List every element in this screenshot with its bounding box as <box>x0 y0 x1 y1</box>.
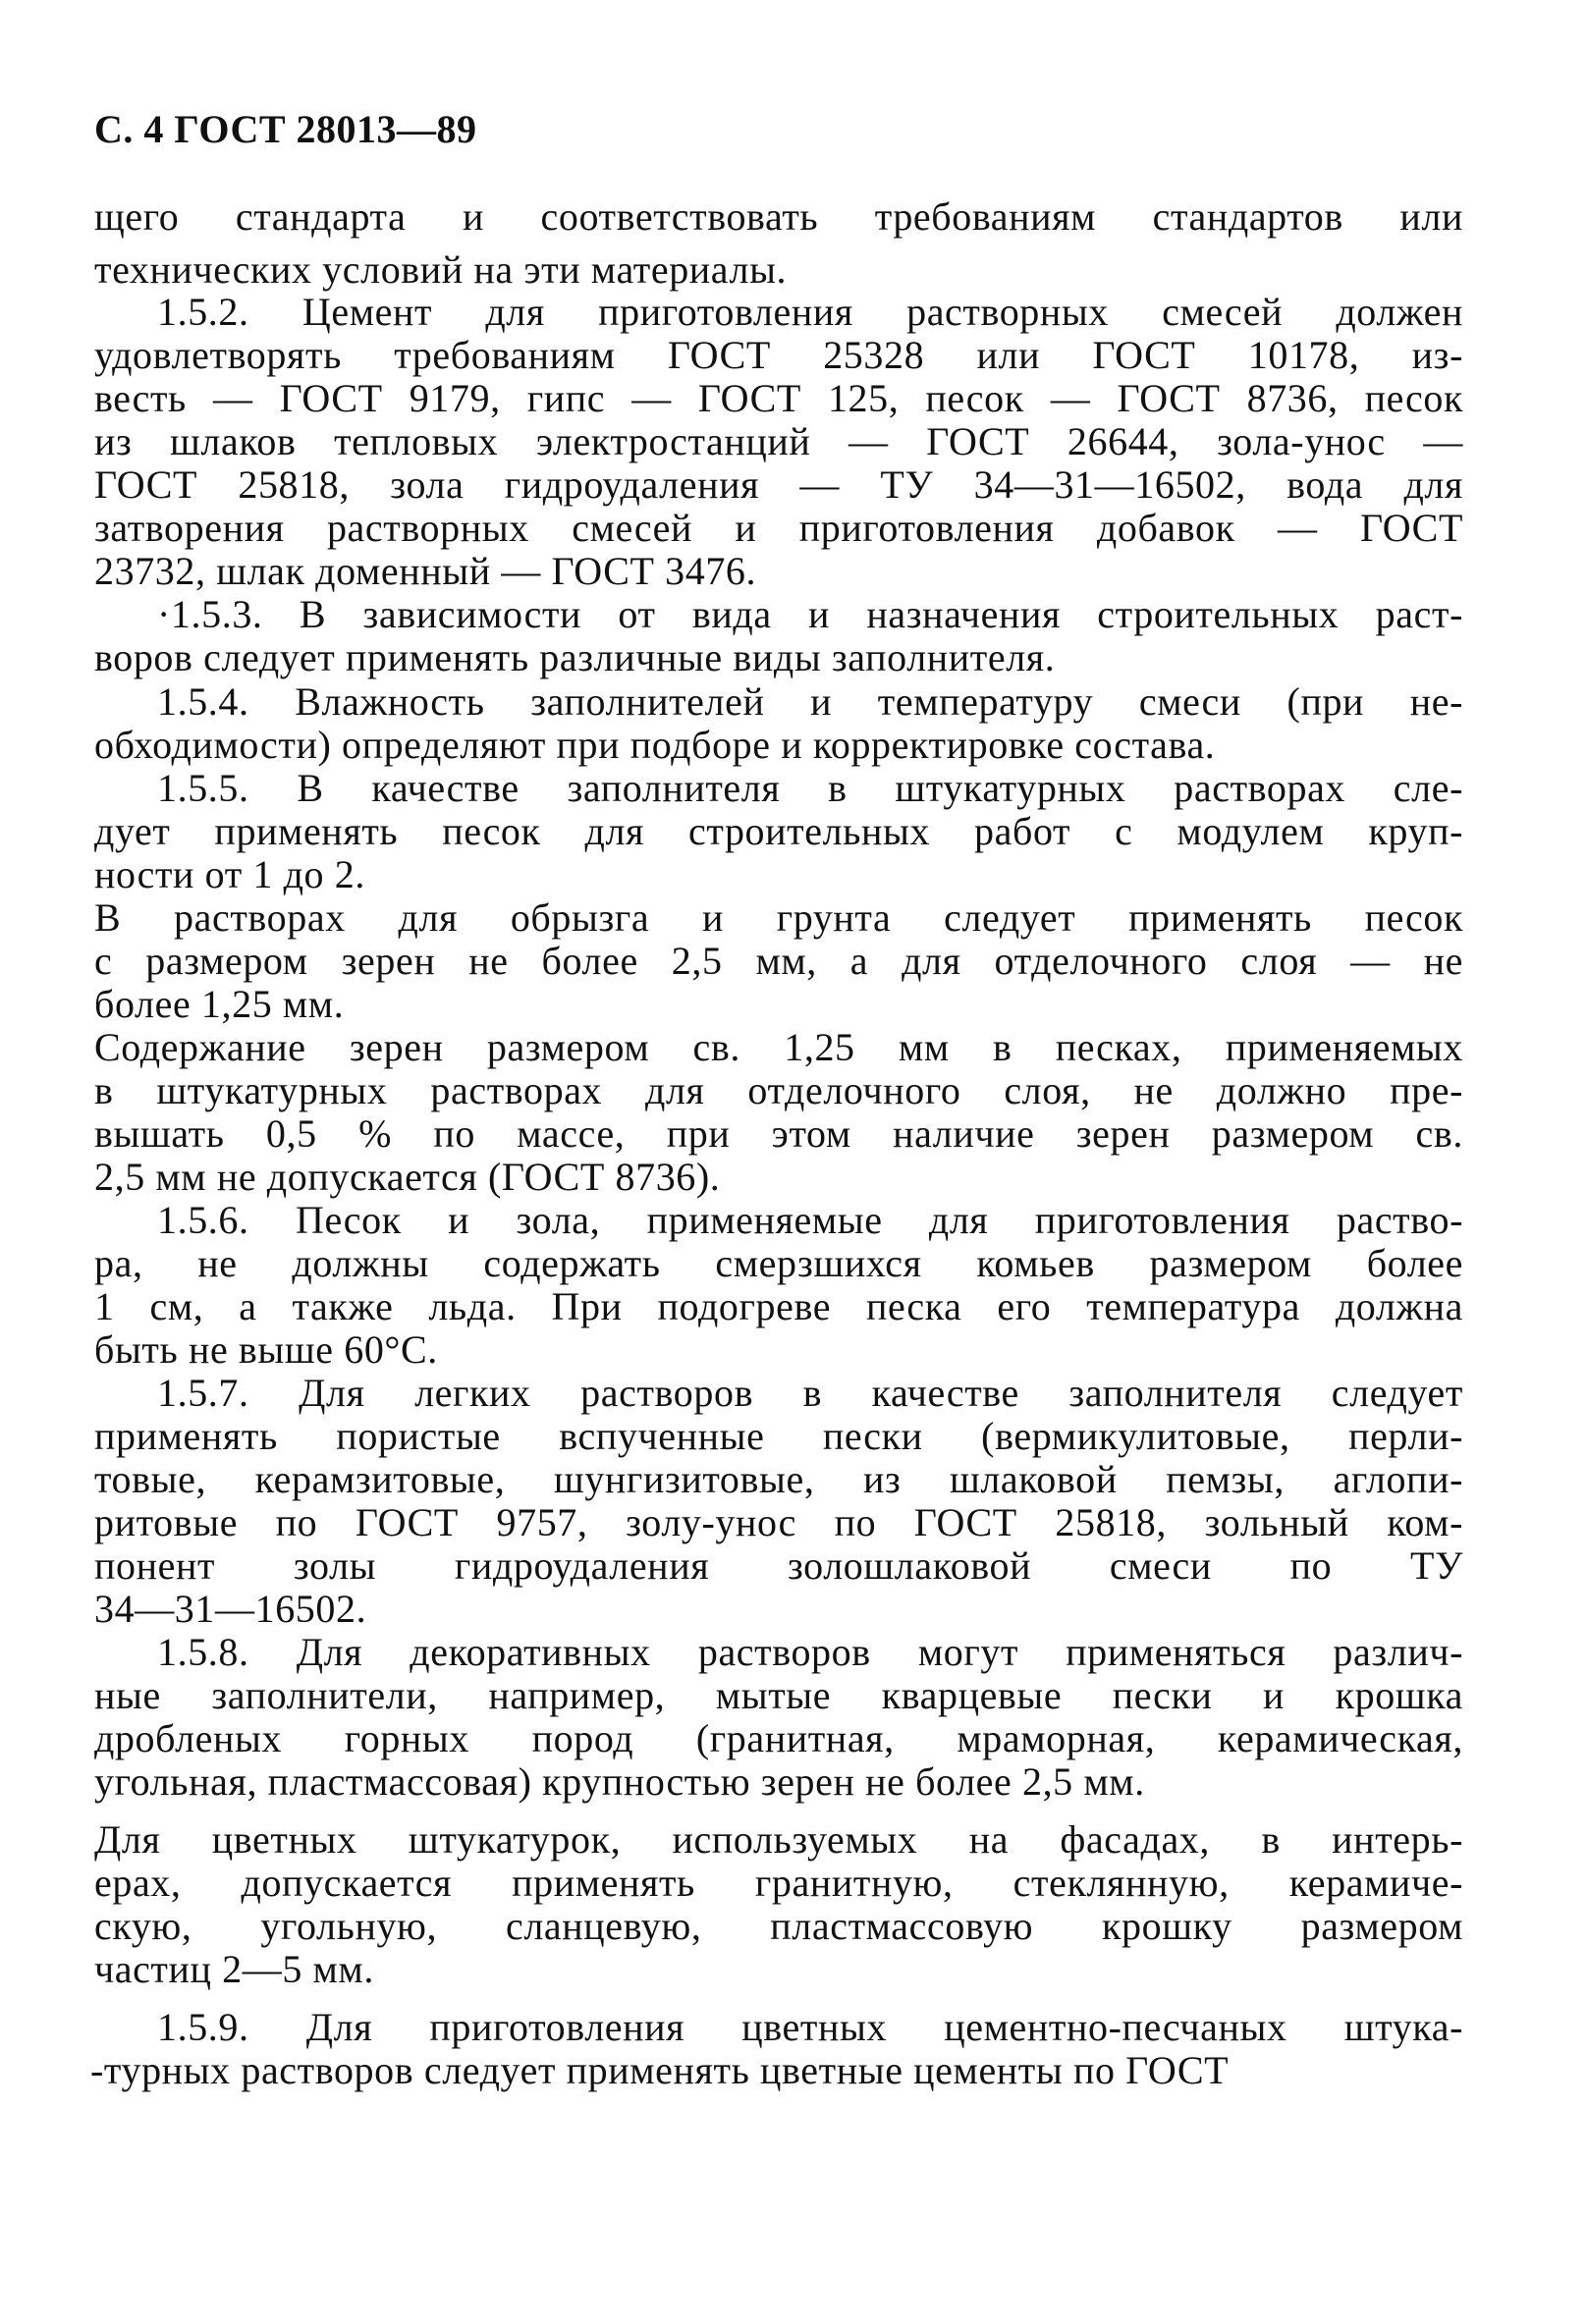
text-line: удовлетворять требованиям ГОСТ 25328 или ГОСТ 10178, из- <box>94 333 1463 377</box>
page-header: С. 4 ГОСТ 28013—89 <box>94 107 477 151</box>
text-line: более 1,25 мм. <box>94 982 345 1026</box>
text-line: ерах, допускается применять гранитную, стеклянную, керамиче- <box>94 1861 1463 1905</box>
text-line: 1.5.5. В качестве заполнителя в штукатурных растворах сле- <box>157 766 1463 810</box>
text-line: с размером зерен не более 2,5 мм, а для отделочного слоя — не <box>94 939 1463 983</box>
text-line: технических условий на эти материалы. <box>94 247 788 292</box>
text-line: быть не выше 60°С. <box>94 1327 438 1372</box>
text-line: ритовые по ГОСТ 9757, золу-унос по ГОСТ 25818, зольный ком- <box>94 1500 1463 1544</box>
text-line: затворения растворных смесей и приготовления добавок — ГОСТ <box>94 506 1463 550</box>
text-line: щего стандарта и соответствовать требованиям стандартов или <box>94 194 1463 239</box>
text-line: ра, не должны содержать смерзшихся комьев размером более <box>94 1241 1463 1285</box>
text-line: 1.5.7. Для легких растворов в качестве заполнителя следует <box>157 1371 1463 1415</box>
text-line: весть — ГОСТ 9179, гипс — ГОСТ 125, песок — ГОСТ 8736, песок <box>94 376 1463 420</box>
text-line: угольная, пластмассовая) крупностью зерен не более 2,5 мм. <box>94 1759 1145 1804</box>
text-line: 1 см, а также льда. При подогреве песка его температура должна <box>94 1284 1463 1328</box>
text-line: Содержание зерен размером св. 1,25 мм в песках, применяемых <box>94 1025 1463 1069</box>
text-line: 1.5.6. Песок и зола, применяемые для приготовления раство- <box>157 1198 1463 1242</box>
text-line: дует применять песок для строительных работ с модулем круп- <box>94 809 1463 853</box>
text-line: 2,5 мм не допускается (ГОСТ 8736). <box>94 1155 721 1199</box>
text-line: 23732, шлак доменный — ГОСТ 3476. <box>94 549 757 593</box>
text-line: 1.5.9. Для приготовления цветных цементно-песчаных штука- <box>157 2005 1463 2049</box>
text-line: частиц 2—5 мм. <box>94 1947 374 1991</box>
text-line: 34—31—16502. <box>94 1587 367 1631</box>
text-line: 1.5.4. Влажность заполнителей и температуру смеси (при не- <box>157 679 1463 724</box>
text-line: применять пористые вспученные пески (вермикулитовые, перли- <box>94 1414 1463 1458</box>
text-line: В растворах для обрызга и грунта следует применять песок <box>94 895 1463 940</box>
text-line: вышать 0,5 % по массе, при этом наличие зерен размером св. <box>94 1111 1463 1156</box>
text-line: ности от 1 до 2. <box>94 852 365 896</box>
text-line: дробленых горных пород (гранитная, мраморная, керамическая, <box>94 1716 1463 1760</box>
text-line: 1.5.8. Для декоративных растворов могут применяться различ- <box>157 1630 1463 1674</box>
text-line: 1.5.2. Цемент для приготовления растворных смесей должен <box>157 290 1463 334</box>
text-line: из шлаков тепловых электростанций — ГОСТ 26644, зола-унос — <box>94 419 1463 463</box>
text-line: товые, керамзитовые, шунгизитовые, из шлаковой пемзы, аглопи- <box>94 1457 1463 1501</box>
text-line: ные заполнители, например, мытые кварцевые пески и крошка <box>94 1673 1463 1717</box>
text-line: в штукатурных растворах для отделочного слоя, не должно пре- <box>94 1068 1463 1112</box>
text-line: обходимости) определяют при подборе и корректировке состава. <box>94 723 1216 767</box>
text-line: ·1.5.3. В зависимости от вида и назначения строительных раст- <box>157 592 1463 636</box>
text-line: воров следует применять различные виды заполнителя. <box>94 635 1056 679</box>
text-line: понент золы гидроудаления золошлаковой смеси по ТУ <box>94 1543 1463 1588</box>
text-line: Для цветных штукатурок, используемых на фасадах, в интерь- <box>94 1817 1463 1862</box>
text-line: скую, угольную, сланцевую, пластмассовую крошку размером <box>94 1904 1463 1948</box>
text-line: -турных растворов следует применять цветные цементы по ГОСТ <box>90 2048 1230 2092</box>
text-line: ГОСТ 25818, зола гидроудаления — ТУ 34—31—16502, вода для <box>94 462 1463 507</box>
